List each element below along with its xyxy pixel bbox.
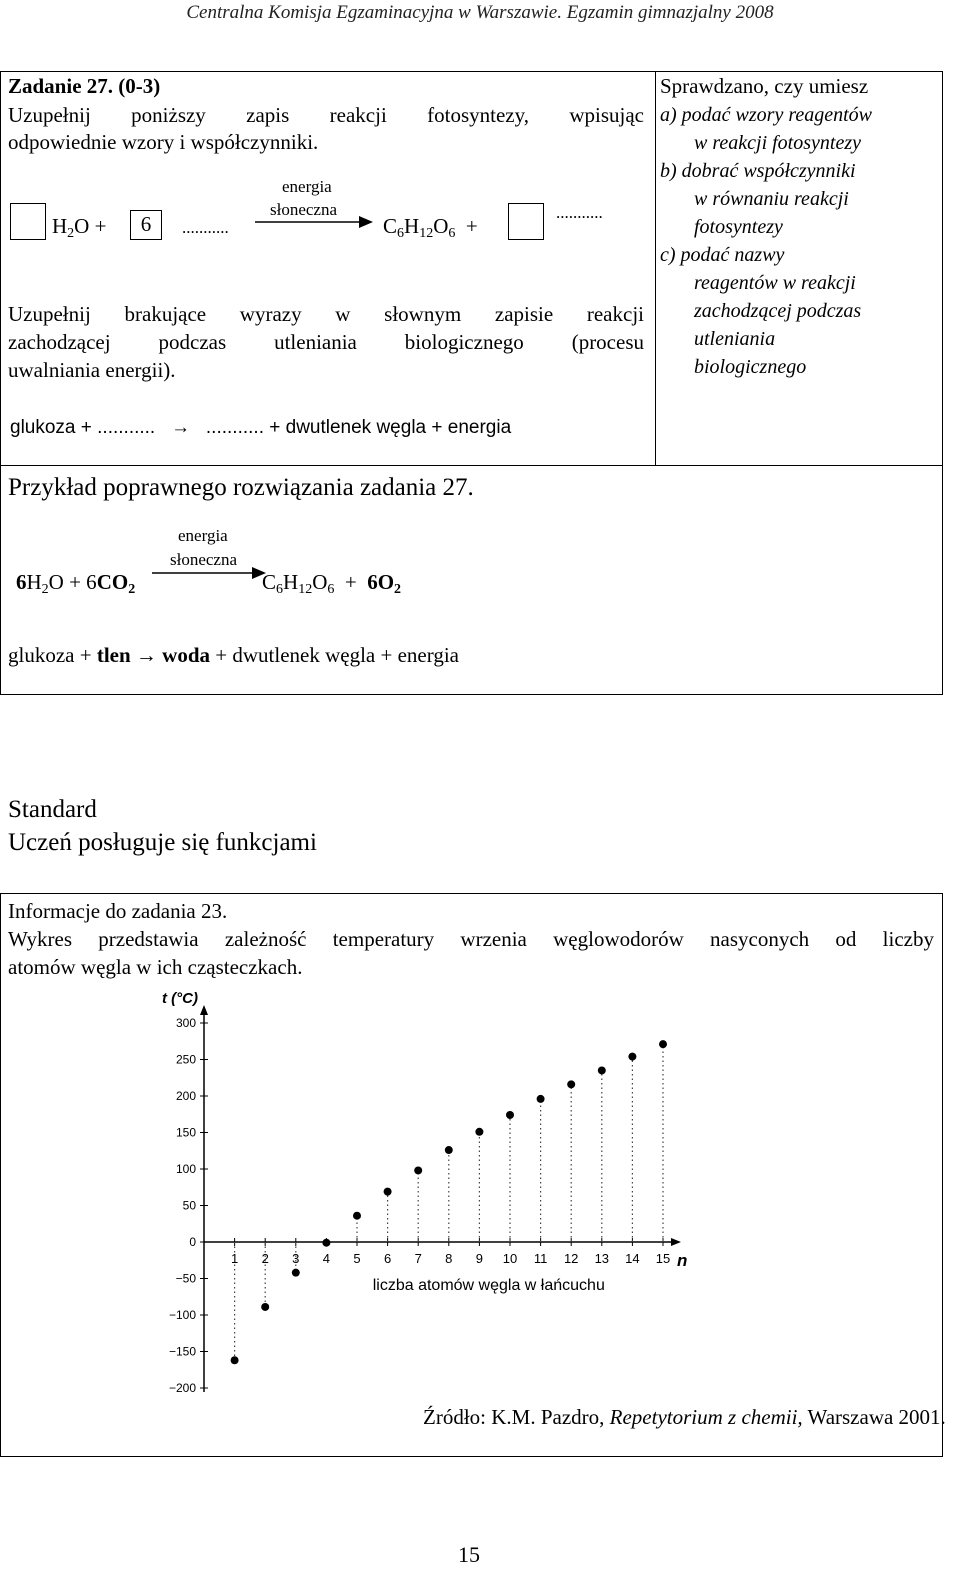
x-tick-label: 3	[292, 1251, 300, 1266]
check-line: reagentów w reakcji	[694, 272, 856, 294]
x-tick-label: 8	[445, 1251, 453, 1266]
data-point	[567, 1080, 575, 1088]
y-axis-arrowhead	[200, 1005, 208, 1015]
solution-energy-label: energia	[178, 526, 228, 545]
y-tick-label: 50	[182, 1198, 196, 1213]
eq-h2o: $H_2O$ +	[52, 214, 107, 241]
data-point	[292, 1269, 300, 1277]
x-tick-label: 11	[533, 1251, 548, 1266]
reaction-arrow	[255, 214, 375, 230]
y-tick-label: −50	[175, 1271, 196, 1286]
check-line: utleniania	[694, 328, 776, 350]
y-tick-label: 250	[175, 1052, 196, 1067]
x-tick-label: 9	[475, 1251, 484, 1266]
word-eq-left[interactable]: glukoza + ...........	[10, 417, 156, 438]
x-tick-label: 2	[261, 1251, 269, 1266]
y-tick-label: 200	[175, 1089, 196, 1103]
data-point	[537, 1095, 545, 1103]
check-line: w reakcji fotosyntezy	[694, 132, 861, 154]
page-header: Centralna Komisja Egzaminacyjna w Warszawie. Egzamin gimnazjalny 2008	[186, 2, 774, 23]
y-tick-label: 100	[175, 1162, 196, 1176]
x-axis-label: liczba atomów węgla w łańcuchu	[372, 1277, 605, 1294]
x-tick-label: 5	[353, 1251, 361, 1266]
x-tick-label: 1	[230, 1251, 239, 1266]
page-number: 15	[458, 1542, 480, 1567]
x-tick-label: 10	[502, 1251, 518, 1266]
y-tick-label: 150	[175, 1125, 196, 1140]
data-point	[414, 1166, 422, 1174]
task-instruction-1b: odpowiednie wzory i współczynniki.	[8, 130, 319, 154]
y-tick-label: 0	[189, 1235, 196, 1249]
answer-dots-2[interactable]: ...........	[556, 203, 603, 222]
solution-lhs: $6H_2O + 6CO_2$	[16, 570, 136, 597]
data-point	[445, 1146, 453, 1154]
answer-box-2[interactable]	[508, 203, 544, 240]
info23-title: Informacje do zadania 23.	[8, 899, 228, 923]
solution-reaction-arrow	[152, 565, 272, 581]
task-title: Zadanie 27. (0-3)	[8, 74, 161, 98]
sunlight-label: słoneczna	[270, 200, 338, 219]
task-instruction-1: Uzupełnij poniższy zapis reakcji fotosyntezy, wpisując	[8, 103, 644, 127]
data-point	[628, 1053, 636, 1061]
data-point	[322, 1239, 330, 1247]
solution-title: Przykład poprawnego rozwiązania zadania 27.	[8, 474, 474, 501]
chart-source: Źródło: K.M. Pazdro, Repetytorium z chemii, Warszawa 2001.	[423, 1405, 946, 1429]
info23-line2: atomów węgla w ich cząsteczkach.	[8, 955, 303, 979]
y-tick-label: −150	[168, 1344, 196, 1359]
x-tick-label: 15	[655, 1251, 671, 1266]
x-tick-label: 12	[563, 1251, 579, 1266]
word-eq-right[interactable]: ........... + dwutlenek węgla + energia	[205, 417, 512, 438]
check-title: Sprawdzano, czy umiesz	[660, 74, 869, 98]
x-tick-label: 14	[625, 1251, 640, 1266]
x-tick-label: 6	[383, 1251, 392, 1266]
solution-word-equation: glukoza + tlen → woda + dwutlenek węgla + energia	[8, 643, 459, 667]
boiling-point-chart	[150, 988, 710, 1428]
word-eq-arrow: →	[171, 417, 191, 438]
x-axis-arrowhead	[671, 1238, 681, 1246]
check-line: b) dobrać współczynniki	[660, 160, 856, 182]
x-tick-label: 4	[322, 1251, 331, 1266]
data-point	[506, 1111, 514, 1119]
data-point	[475, 1128, 483, 1136]
y-tick-label: −100	[168, 1308, 196, 1322]
word-equation	[10, 414, 511, 442]
y-tick-label: −200	[168, 1381, 196, 1395]
data-point	[261, 1303, 269, 1311]
data-point	[598, 1066, 606, 1074]
y-axis-label: t (°C)	[162, 990, 198, 1007]
check-line: w równaniu reakcji	[694, 188, 849, 210]
answer-dots-1[interactable]: ...........	[182, 218, 229, 237]
check-line: fotosyntezy	[694, 216, 783, 238]
standard-text: Uczeń posługuje się funkcjami	[8, 829, 317, 856]
check-line: zachodzącej podczas	[694, 300, 862, 322]
data-point	[659, 1040, 667, 1048]
coefficient-box: 6	[130, 210, 162, 240]
task-instruction-2c: uwalniania energii).	[8, 358, 176, 382]
y-tick-label: 300	[175, 1016, 196, 1030]
x-axis-var-label: n	[677, 1251, 688, 1270]
data-point	[353, 1212, 361, 1220]
info23-line1: Wykres przedstawia zależność temperatury wrzenia węglowodorów nasyconych od liczby	[8, 927, 934, 951]
check-list	[660, 101, 942, 381]
energy-label: energia	[282, 177, 332, 196]
standard-label: Standard	[8, 796, 97, 823]
data-point	[231, 1356, 239, 1364]
check-line: biologicznego	[694, 356, 807, 378]
answer-box-1[interactable]	[10, 203, 46, 240]
solution-sunlight-label: słoneczna	[170, 550, 238, 569]
x-tick-label: 7	[414, 1251, 422, 1266]
task-instruction-2: Uzupełnij brakujące wyrazy w słownym zapisie reakcji	[8, 302, 644, 326]
task-instruction-2b: zachodzącej podczas utleniania biologicznego (procesu	[8, 330, 644, 354]
eq-glucose: $C_6H_{12}O_6$ +	[383, 214, 478, 241]
data-point	[384, 1188, 392, 1196]
x-tick-label: 13	[594, 1251, 610, 1266]
check-line: a) podać wzory reagentów	[660, 104, 873, 126]
solution-rhs: $C_6H_{12}O_6 + 6O_2$	[262, 570, 402, 597]
check-line: c) podać nazwy	[660, 244, 785, 266]
